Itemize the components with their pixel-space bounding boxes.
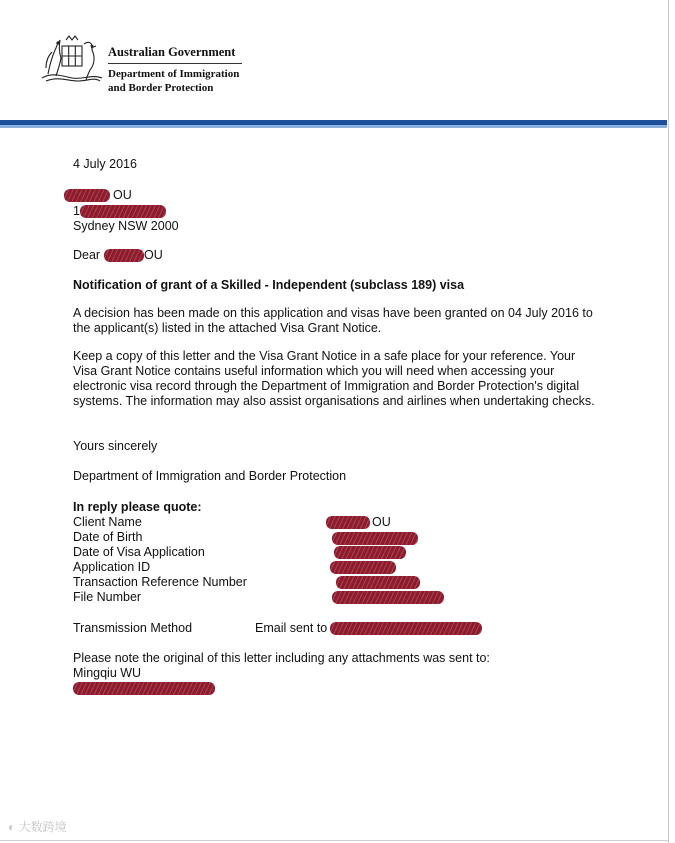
agency-block bbox=[108, 45, 242, 95]
page-edge-right bbox=[668, 0, 669, 843]
paragraph-keep-copy: Keep a copy of this letter and the Visa Grant Notice in a safe place for your reference. Your Visa Grant Notice contains useful information which you will need when accessing your electronic visa record through the Department of Immigration and Border Protection's digital systems. The information may also assist organisations and airlines when undertaking checks. bbox=[73, 349, 595, 408]
letter-date: 4 July 2016 bbox=[73, 157, 137, 171]
watermark-text: 大数跨境 bbox=[18, 820, 67, 834]
government-name: Australian Government bbox=[108, 45, 236, 59]
redaction bbox=[332, 591, 444, 604]
reply-label: Date of Birth bbox=[73, 530, 143, 544]
reply-label: File Number bbox=[73, 590, 142, 604]
addressee-surname: OU bbox=[113, 188, 132, 202]
redaction bbox=[334, 546, 406, 559]
redaction bbox=[330, 561, 396, 574]
redaction bbox=[336, 576, 420, 589]
note-recipient: Mingqiu WU bbox=[73, 666, 142, 680]
reply-label: Date of Visa Application bbox=[73, 545, 205, 559]
redaction bbox=[104, 249, 144, 262]
reply-label: Client Name bbox=[73, 515, 142, 529]
agency-divider bbox=[108, 63, 242, 64]
reply-value: OU bbox=[372, 515, 391, 529]
reply-label: Application ID bbox=[73, 560, 151, 574]
note-text: Please note the original of this letter including any attachments was sent to: bbox=[73, 651, 490, 665]
reply-heading: In reply please quote: bbox=[73, 500, 202, 514]
redaction bbox=[73, 682, 215, 695]
department-name-line2: and Border Protection bbox=[108, 82, 214, 94]
header-band-accent bbox=[0, 125, 667, 128]
page-edge-bottom bbox=[0, 840, 669, 841]
department-name-line1: Department of Immigration bbox=[108, 68, 240, 80]
redaction bbox=[330, 622, 482, 635]
letter-subject: Notification of grant of a Skilled - Independent (subclass 189) visa bbox=[73, 278, 465, 292]
watermark bbox=[8, 818, 67, 835]
redaction bbox=[326, 516, 370, 529]
watermark-logo-icon: ◐ bbox=[8, 820, 16, 834]
closing: Yours sincerely bbox=[73, 439, 158, 453]
salutation: Dear bbox=[73, 248, 101, 262]
redaction bbox=[64, 189, 110, 202]
salutation-surname: OU bbox=[144, 248, 163, 262]
address-line1: 1 bbox=[73, 204, 80, 218]
address-city: Sydney NSW 2000 bbox=[73, 219, 179, 233]
paragraph-decision: A decision has been made on this application and visas have been granted on 04 July 2016 to the applicant(s) listed in the attached Visa Grant Notice. bbox=[73, 306, 593, 335]
transmission-label: Transmission Method bbox=[73, 621, 193, 635]
signature: Department of Immigration and Border Protection bbox=[73, 469, 347, 483]
redaction bbox=[80, 205, 166, 218]
reply-label: Transaction Reference Number bbox=[73, 575, 247, 589]
redaction bbox=[332, 532, 418, 545]
transmission-value: Email sent to bbox=[255, 621, 328, 635]
coat-of-arms-icon bbox=[38, 34, 106, 84]
